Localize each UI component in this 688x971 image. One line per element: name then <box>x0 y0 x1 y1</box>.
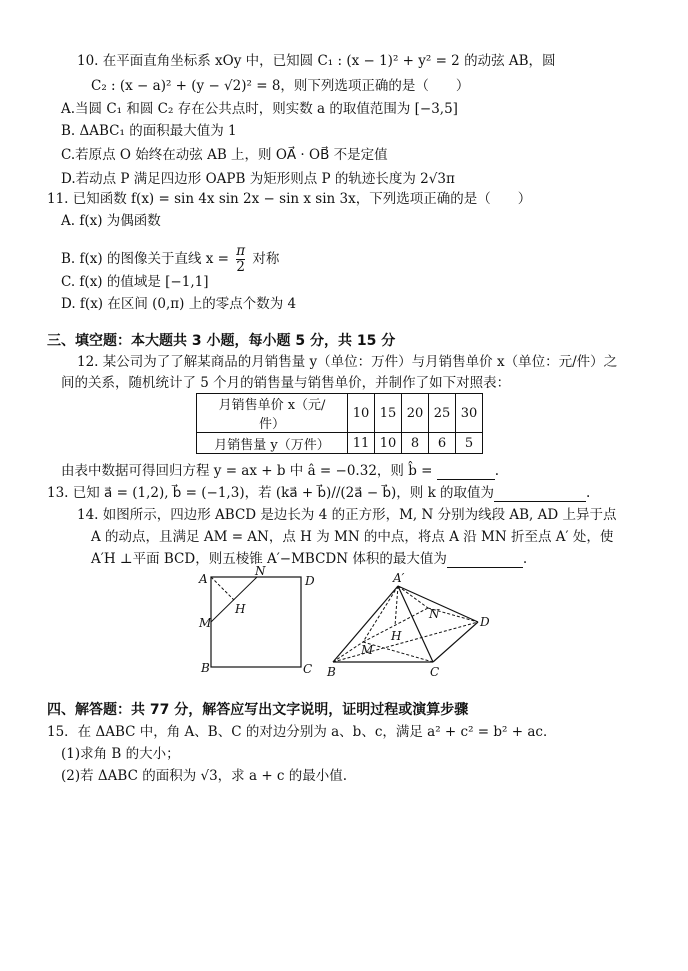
q13-stem: 13. 已知 a⃗ = (1,2), b⃗ = (−1,3)，若 (ka⃗ + b⃗)//(2a⃗ − b⃗)，则 k 的取值为 . <box>47 485 591 501</box>
table-cell: 20 <box>402 394 429 433</box>
label-b: B <box>327 665 336 679</box>
q14-stem-line3: A′H ⊥平面 BCD，则五棱锥 A′−MBCDN 体积的最大值为 . <box>91 551 528 567</box>
q11-option-b <box>61 244 279 275</box>
q14-stem-line1: 14. 如图所示，四边形 ABCD 是边长为 4 的正方形，M, N 分别为线段 AB, AD 上异于点 <box>77 507 617 523</box>
label-d: D <box>305 574 315 588</box>
label-d: D <box>480 615 490 629</box>
q10-option-c: C.若原点 O 始终在动弦 AB 上，则 OA⃗ · OB⃗ 不是定值 <box>61 147 388 163</box>
table-cell: 25 <box>429 394 456 433</box>
table-row <box>197 394 483 433</box>
answer-blank <box>447 553 523 568</box>
q10-stem-line1: 10. 在平面直角坐标系 xOy 中，已知圆 C₁ : (x − 1)² + y² = 2 的动弦 AB，圆 <box>77 53 556 69</box>
q12-stem-line2: 间的关系，随机统计了 5 个月的销售量与销售单价，并制作了如下对照表： <box>61 375 511 391</box>
label-c: C <box>430 665 440 679</box>
table-cell: 8 <box>402 433 429 454</box>
q12-stem-line1: 12. 某公司为了了解某商品的月销售量 y（单位：万件）与月销售单价 x（单位：元/件）之 <box>77 354 618 370</box>
square-outline <box>211 577 301 667</box>
figure-square <box>195 565 325 680</box>
q14-stem-line3-text: A′H ⊥平面 BCD，则五棱锥 A′−MBCDN 体积的最大值为 <box>91 551 447 567</box>
label-n: N <box>429 607 440 621</box>
table-header-volume: 月销售量 y（万件） <box>197 433 348 454</box>
q14-stem-line2: A 的动点，且满足 AM = AN，点 H 为 MN 的中点，将点 A 沿 MN 折至点 A′ 处，使 <box>91 529 614 545</box>
q12-tail-text: 由表中数据可得回归方程 y = ax + b 中 â = −0.32，则 b̂ = <box>61 463 437 479</box>
table-cell: 15 <box>375 394 402 433</box>
header-price-line1: 月销售单价 x（元/ <box>218 398 326 413</box>
figure-pyramid <box>323 570 498 680</box>
label-h: H <box>235 602 246 616</box>
q11-option-c: C. f(x) 的值域是 [−1,1] <box>61 274 209 290</box>
q15-part1: (1)求角 B 的大小； <box>61 746 180 762</box>
q12-tail: 由表中数据可得回归方程 y = ax + b 中 â = −0.32，则 b̂ = . <box>61 463 500 479</box>
q11-option-b-suffix: 对称 <box>252 251 280 267</box>
table-cell: 11 <box>348 433 375 454</box>
label-a: A <box>199 572 208 586</box>
fraction-denominator: 2 <box>236 259 245 275</box>
table-row <box>197 433 483 454</box>
q10-option-a: A.当圆 C₁ 和圆 C₂ 存在公共点时，则实数 a 的取值范围为 [−3,5] <box>61 101 458 117</box>
segment-ah <box>211 577 234 600</box>
section-3-title: 三、填空题：本大题共 3 小题，每小题 5 分，共 15 分 <box>47 333 396 349</box>
q10-option-d: D.若动点 P 满足四边形 OAPB 为矩形则点 P 的轨迹长度为 2√3π <box>61 171 455 187</box>
answer-blank <box>437 465 495 480</box>
table-header-price <box>197 394 348 433</box>
label-b: B <box>201 661 210 675</box>
label-m: M <box>199 616 212 630</box>
table-cell: 6 <box>429 433 456 454</box>
table-cell: 30 <box>456 394 483 433</box>
answer-blank <box>494 487 586 502</box>
section-4-title: 四、解答题：共 77 分，解答应写出文字说明，证明过程或演算步骤 <box>47 702 469 718</box>
q13-stem-text: 13. 已知 a⃗ = (1,2), b⃗ = (−1,3)，若 (ka⃗ + b⃗)//(2a⃗ − b⃗)，则 k 的取值为 <box>47 485 495 501</box>
q10-option-b: B. ΔABC₁ 的面积最大值为 1 <box>61 123 237 139</box>
table-cell: 10 <box>348 394 375 433</box>
q11-option-d: D. f(x) 在区间 (0,π) 上的零点个数为 4 <box>61 296 297 312</box>
table-cell: 10 <box>375 433 402 454</box>
header-price-line2: 件） <box>258 417 285 432</box>
label-h: H <box>391 629 402 643</box>
sales-table <box>196 393 483 454</box>
q11-option-b-prefix: B. f(x) 的图像关于直线 x = <box>61 251 229 267</box>
q11-option-b-fraction <box>236 244 245 275</box>
q10-stem-line2: C₂ : (x − a)² + (y − √2)² = 8，则下列选项正确的是（ ） <box>91 78 470 94</box>
height-ah <box>395 586 398 626</box>
label-n: N <box>255 565 266 578</box>
q15-part2: (2)若 ΔABC 的面积为 √3，求 a + c 的最小值. <box>61 768 348 784</box>
q11-option-a: A. f(x) 为偶函数 <box>61 213 161 229</box>
table-cell: 5 <box>456 433 483 454</box>
label-m: M <box>361 643 374 657</box>
q15-stem: 15．在 ΔABC 中，角 A、B、C 的对边分别为 a、b、c，满足 a² + c² = b² + ac． <box>47 724 557 740</box>
q11-stem: 11. 已知函数 f(x) = sin 4x sin 2x − sin x sin 3x，下列选项正确的是（ ） <box>47 191 532 207</box>
label-a-prime: A′ <box>393 571 405 585</box>
diag-mc <box>363 642 433 662</box>
edge-apex-c <box>398 586 433 662</box>
label-c: C <box>303 662 313 676</box>
fraction-numerator: π <box>236 243 246 259</box>
